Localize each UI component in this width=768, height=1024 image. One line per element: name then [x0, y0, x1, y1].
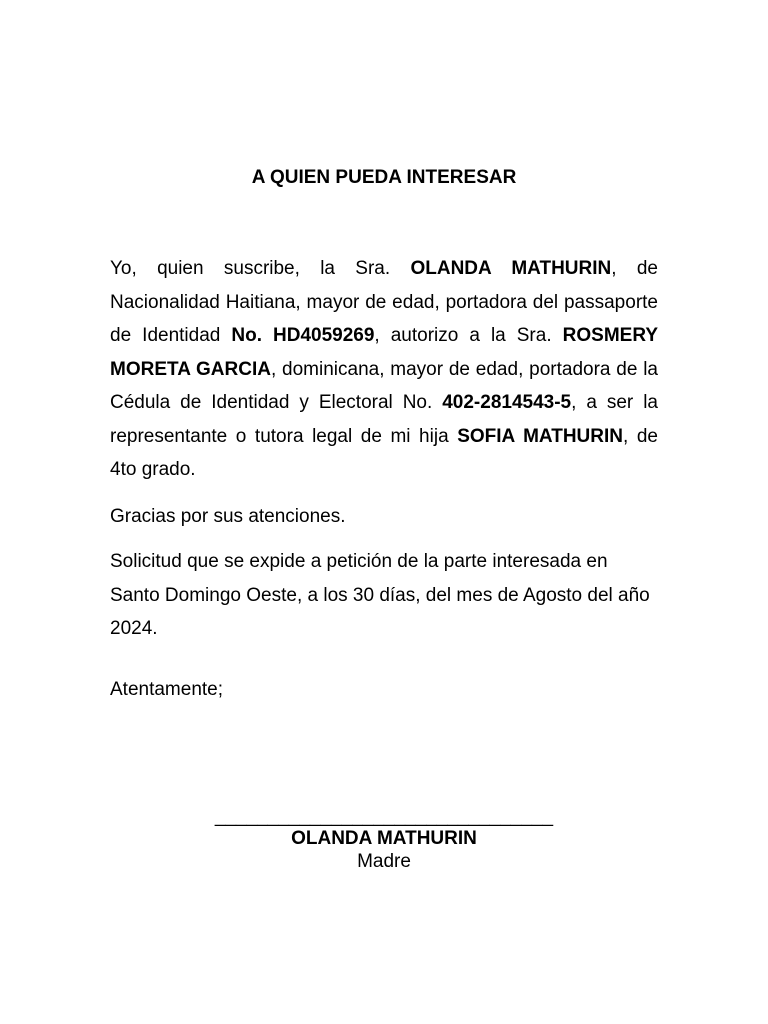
paragraph-text: , dominicana, mayor de edad, portadora de la Cédula de Identidad y Electoral No.	[110, 358, 658, 413]
request-paragraph: Solicitud que se expide a petición de la parte interesada en Santo Domingo Oeste, a los 30 días, del mes de Agosto del año 2024.	[110, 551, 650, 639]
document-title: A QUIEN PUEDA INTERESAR	[251, 167, 517, 188]
passport-number: No. HD4059269	[231, 325, 375, 346]
authorization-paragraph	[110, 252, 658, 487]
paragraph-text: , autorizo a la Sra.	[374, 325, 563, 346]
cedula-number: 402-2814543-5	[442, 392, 572, 413]
authorized-person-name: ROSMERY MORETA GARCIA	[110, 325, 659, 380]
paragraph-text: , de Nacionalidad Haitiana, mayor de edad, portadora del passaporte de Identidad	[110, 258, 658, 346]
paragraph-text: , de 4to grado.	[110, 425, 658, 480]
signer-name: OLANDA MATHURIN	[410, 258, 612, 279]
child-name: SOFIA MATHURIN	[457, 425, 624, 447]
paragraph-text: , a ser la representante o tutora legal de mi hija	[110, 392, 658, 447]
signature-role: Madre	[357, 851, 411, 872]
closing-text: Atentamente;	[110, 679, 224, 700]
signature-name: OLANDA MATHURIN	[291, 828, 477, 849]
signature-line: ________________________________	[214, 806, 554, 827]
thanks-paragraph: Gracias por sus atenciones.	[110, 506, 346, 527]
paragraph-text: Yo, quien suscribe, la Sra.	[110, 258, 411, 279]
